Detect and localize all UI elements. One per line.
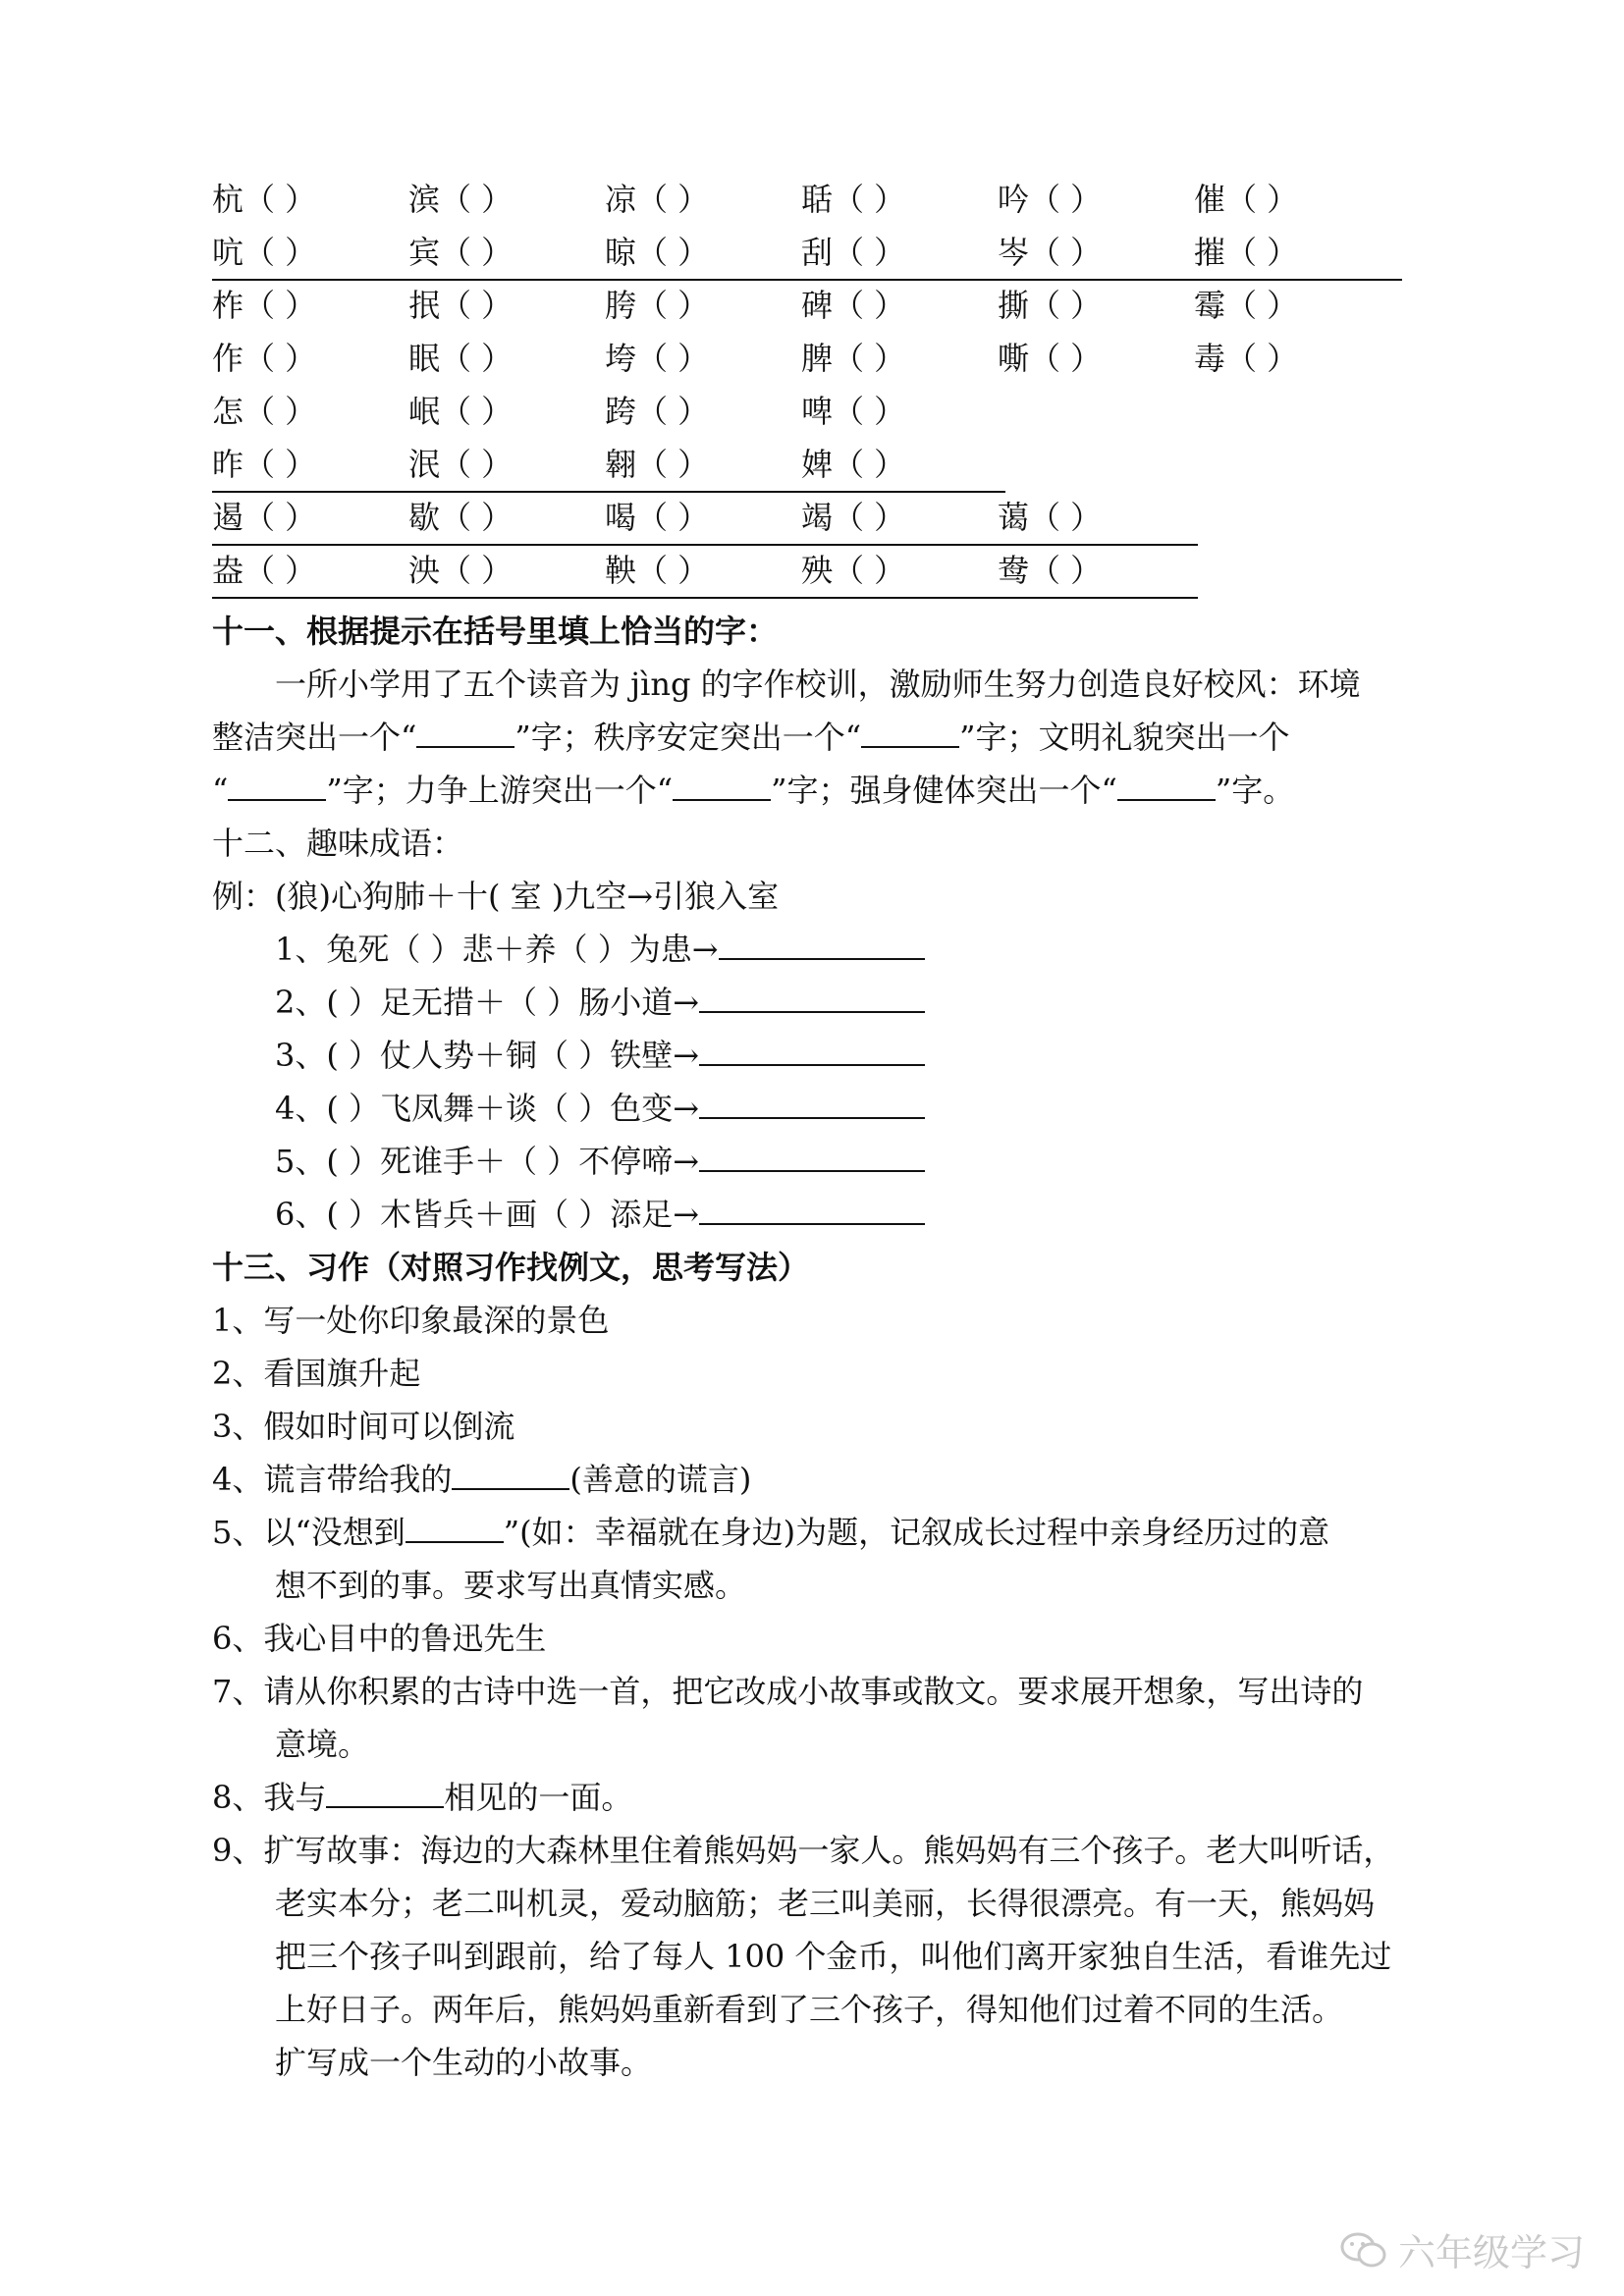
idiom-item <box>275 1029 925 1082</box>
char-cell[interactable]: 作（ ） <box>212 340 317 377</box>
char-cell[interactable]: 岑（ ） <box>998 234 1103 271</box>
char-cell[interactable]: 盎（ ） <box>212 552 317 589</box>
text-segment: (善意的谎言) <box>569 1461 752 1498</box>
char-row <box>212 173 1402 226</box>
idiom-text: 6、( ）木皆兵＋画（ ）添足→ <box>275 1196 700 1233</box>
idiom-item <box>275 1082 925 1135</box>
char-cell[interactable]: 吟（ ） <box>998 181 1103 218</box>
blank-field[interactable] <box>416 711 514 748</box>
text-segment: ”(如：幸福就在身边)为题，记叙成长过程中亲身经历过的意 <box>503 1514 1330 1551</box>
char-cell[interactable]: 殃（ ） <box>801 552 906 589</box>
char-cell[interactable]: 脾（ ） <box>801 340 906 377</box>
char-cell[interactable]: 垮（ ） <box>605 340 710 377</box>
answer-blank[interactable] <box>719 923 925 960</box>
char-cell[interactable]: 毒（ ） <box>1194 340 1299 377</box>
section11-line3 <box>212 764 1294 817</box>
char-cell[interactable]: 鞅（ ） <box>605 552 710 589</box>
char-cell[interactable]: 婢（ ） <box>801 446 906 483</box>
writing-item-5-cont: 想不到的事。要求写出真情实感。 <box>275 1567 747 1604</box>
char-cell[interactable]: 吭（ ） <box>212 234 317 271</box>
blank-field[interactable] <box>452 1453 569 1490</box>
char-cell[interactable]: 鸯（ ） <box>998 552 1103 589</box>
watermark-text: 六年级学习 <box>1397 2231 1585 2274</box>
blank-field[interactable] <box>406 1506 504 1543</box>
section12-example: 例：(狼)心狗肺＋十( 室 )九空→引狼入室 <box>212 878 780 915</box>
char-cell[interactable]: 喝（ ） <box>605 499 710 536</box>
char-cell[interactable]: 聒（ ） <box>801 181 906 218</box>
char-cell[interactable]: 胯（ ） <box>605 287 710 324</box>
char-cell[interactable]: 柞（ ） <box>212 287 317 324</box>
text-segment: ”字；秩序安定突出一个“ <box>514 719 862 756</box>
idiom-item <box>275 923 925 976</box>
writing-item-3: 3、假如时间可以倒流 <box>212 1408 515 1445</box>
writing-item-9-cont3: 上好日子。两年后，熊妈妈重新看到了三个孩子，得知他们过着不同的生活。 <box>275 1991 1344 2028</box>
text-segment: “ <box>212 772 229 809</box>
text-segment: ”字。 <box>1215 772 1295 809</box>
char-cell[interactable]: 蔼（ ） <box>998 499 1103 536</box>
char-row <box>212 438 1005 493</box>
char-cell[interactable]: 杭（ ） <box>212 181 317 218</box>
idiom-item <box>275 1135 925 1188</box>
char-cell[interactable]: 晾（ ） <box>605 234 710 271</box>
char-cell[interactable]: 滨（ ） <box>408 181 514 218</box>
char-cell[interactable]: 眠（ ） <box>408 340 514 377</box>
char-cell[interactable]: 碑（ ） <box>801 287 906 324</box>
char-row <box>212 332 1402 385</box>
writing-item-7: 7、请从你积累的古诗中选一首，把它改成小故事或散文。要求展开想象，写出诗的 <box>212 1673 1364 1710</box>
writing-item-6: 6、我心目中的鲁迅先生 <box>212 1620 547 1657</box>
writing-item-1: 1、写一处你印象最深的景色 <box>212 1302 610 1339</box>
char-cell[interactable]: 宾（ ） <box>408 234 514 271</box>
writing-item-9-cont4: 扩写成一个生动的小故事。 <box>275 2044 653 2081</box>
idiom-text: 4、( ）飞凤舞＋谈（ ）色变→ <box>275 1090 700 1127</box>
char-cell[interactable]: 啤（ ） <box>801 393 906 430</box>
text-segment: 8、我与 <box>212 1779 327 1816</box>
char-cell[interactable]: 刮（ ） <box>801 234 906 271</box>
writing-item-8 <box>212 1771 632 1824</box>
writing-item-9-cont1: 老实本分；老二叫机灵，爱动脑筋；老三叫美丽，长得很漂亮。有一天，熊妈妈 <box>275 1885 1376 1922</box>
char-cell[interactable]: 嘶（ ） <box>998 340 1103 377</box>
blank-field[interactable] <box>228 764 326 801</box>
idiom-text: 2、( ）足无措＋（ ）肠小道→ <box>275 984 700 1021</box>
section11-line1: 一所小学用了五个读音为 jìng 的字作校训，激励师生努力创造良好校风：环境 <box>275 666 1361 703</box>
char-cell[interactable]: 霉（ ） <box>1194 287 1299 324</box>
text-segment: ”字；文明礼貌突出一个 <box>959 719 1290 756</box>
char-cell[interactable]: 跨（ ） <box>605 393 710 430</box>
idiom-text: 3、( ）仗人势＋铜（ ）铁壁→ <box>275 1037 700 1074</box>
char-cell[interactable]: 抿（ ） <box>408 287 514 324</box>
blank-field[interactable] <box>861 711 959 748</box>
char-cell[interactable]: 摧（ ） <box>1194 234 1299 271</box>
char-cell[interactable]: 怎（ ） <box>212 393 317 430</box>
char-cell[interactable]: 翱（ ） <box>605 446 710 483</box>
section11-line2 <box>212 711 1289 764</box>
char-cell[interactable]: 歇（ ） <box>408 499 514 536</box>
text-segment: 5、以“没想到 <box>212 1514 406 1551</box>
section11-heading: 十一、根据提示在括号里填上恰当的字： <box>212 613 779 650</box>
char-cell[interactable]: 昨（ ） <box>212 446 317 483</box>
char-row <box>212 385 998 438</box>
idiom-text: 1、兔死（ ）悲＋养（ ）为患→ <box>275 931 719 968</box>
idiom-item <box>275 1188 925 1241</box>
answer-blank[interactable] <box>699 1135 925 1172</box>
idiom-text: 5、( ）死谁手＋（ ）不停啼→ <box>275 1143 700 1180</box>
text-segment: 4、谎言带给我的 <box>212 1461 453 1498</box>
section13-heading: 十三、习作（对照习作找例文，思考写法） <box>212 1249 810 1286</box>
char-cell[interactable]: 凉（ ） <box>605 181 710 218</box>
blank-field[interactable] <box>673 764 771 801</box>
writing-item-9-cont2: 把三个孩子叫到跟前，给了每人 100 个金币，叫他们离开家独自生活，看谁先过 <box>275 1938 1392 1975</box>
char-cell[interactable]: 泱（ ） <box>408 552 514 589</box>
text-segment: ”字；力争上游突出一个“ <box>326 772 674 809</box>
wechat-icon <box>1339 2231 1388 2269</box>
char-row <box>212 279 1402 332</box>
answer-blank[interactable] <box>699 976 925 1013</box>
char-row <box>212 226 1402 281</box>
char-row <box>212 544 1198 599</box>
char-cell[interactable]: 催（ ） <box>1194 181 1299 218</box>
blank-field[interactable] <box>326 1771 444 1808</box>
char-cell[interactable]: 撕（ ） <box>998 287 1103 324</box>
answer-blank[interactable] <box>699 1188 925 1225</box>
char-cell[interactable]: 竭（ ） <box>801 499 906 536</box>
blank-field[interactable] <box>1117 764 1216 801</box>
text-segment: ”字；强身健体突出一个“ <box>771 772 1117 809</box>
writing-item-9: 9、扩写故事：海边的大森林里住着熊妈妈一家人。熊妈妈有三个孩子。老大叫听话， <box>212 1832 1395 1869</box>
section12-heading: 十二、趣味成语： <box>212 825 464 862</box>
writing-item-4 <box>212 1453 751 1506</box>
writing-item-5 <box>212 1506 1329 1559</box>
char-cell[interactable]: 泯（ ） <box>408 446 514 483</box>
text-segment: 相见的一面。 <box>444 1779 633 1816</box>
answer-blank[interactable] <box>699 1029 925 1066</box>
writing-item-7-cont: 意境。 <box>275 1726 370 1763</box>
char-cell[interactable]: 遏（ ） <box>212 499 317 536</box>
idiom-item <box>275 976 925 1029</box>
answer-blank[interactable] <box>699 1082 925 1119</box>
writing-item-2: 2、看国旗升起 <box>212 1355 421 1392</box>
char-cell[interactable]: 岷（ ） <box>408 393 514 430</box>
text-segment: 整洁突出一个“ <box>212 719 417 756</box>
watermark <box>1339 2222 1585 2276</box>
char-row <box>212 491 1198 546</box>
